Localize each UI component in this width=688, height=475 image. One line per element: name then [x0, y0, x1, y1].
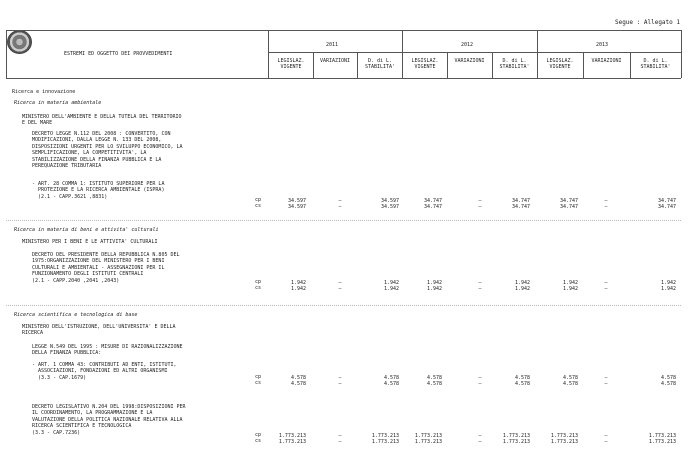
value-cell: 34.747: [423, 204, 442, 210]
section-subtitle: Ricerca in materia ambientale: [14, 100, 102, 106]
value-cell: 4.578: [660, 375, 676, 381]
value-cell: 4.578: [514, 375, 530, 381]
value-cell: 1.773.213: [550, 433, 578, 439]
col-dl-2013: D. di L. STABILITA': [640, 58, 671, 70]
col-divider: [583, 52, 584, 78]
value-cell: 1.942: [383, 280, 399, 286]
value-cell: 4.578: [562, 375, 578, 381]
value-cell: 4.578: [660, 381, 676, 387]
year-2011: 2011: [326, 42, 339, 48]
variazione-cell: –: [338, 286, 342, 292]
value-cell: 4.578: [290, 381, 306, 387]
variazione-cell: –: [478, 375, 482, 381]
cp-label: cp: [255, 279, 262, 285]
variazione-cell: –: [604, 375, 608, 381]
col-legislaz-2011: LEGISLAZ. VIGENTE: [277, 58, 305, 70]
value-cell: 4.578: [562, 381, 578, 387]
value-cell: 1.773.213: [550, 439, 578, 445]
value-cell: 4.578: [290, 375, 306, 381]
variazione-cell: –: [478, 204, 482, 210]
ministry-beni-culturali: MINISTERO PER I BENI E LE ATTIVITA' CULTURALI: [22, 239, 158, 245]
col-dl-2011: D. di L. STABILITA': [364, 58, 396, 70]
value-cell: 1.773.213: [502, 433, 530, 439]
col-legislaz-2012: LEGISLAZ. VIGENTE: [411, 58, 439, 70]
variazione-cell: –: [338, 280, 342, 286]
value-cell: 1.942: [562, 280, 578, 286]
value-cell: 1.942: [514, 286, 530, 292]
value-cell: 4.578: [426, 375, 442, 381]
value-cell: 1.773.213: [414, 439, 442, 445]
value-cell: 34.747: [511, 198, 530, 204]
law-549-1995: LEGGE N.549 DEL 1995 : MISURE DI RAZIONALIZZAZIONE DELLA FINANZA PUBBLICA:: [32, 344, 183, 357]
value-cell: 1.942: [426, 280, 442, 286]
variazione-cell: –: [478, 439, 482, 445]
value-cell: 4.578: [383, 375, 399, 381]
variazione-cell: –: [478, 433, 482, 439]
variazione-cell: –: [338, 439, 342, 445]
value-cell: 34.597: [287, 198, 306, 204]
value-cell: 34.747: [657, 204, 676, 210]
year-2013: 2013: [596, 42, 609, 48]
col-divider: [313, 52, 314, 78]
value-cell: 1.942: [562, 286, 578, 292]
value-cell: 1.773.213: [414, 433, 442, 439]
value-cell: 1.773.213: [371, 433, 399, 439]
item-art-1-comma-43: - ART. 1 COMMA 43: CONTRIBUTI AD ENTI, ISTITUTI, ASSOCIAZIONI, FONDAZIONI ED ALTRI ORGANISMI (3.3 - CAP.1679): [32, 362, 177, 381]
variazione-cell: –: [338, 433, 342, 439]
cs-label: cs: [255, 438, 262, 444]
col-legislaz-2013: LEGISLAZ. VIGENTE: [546, 58, 574, 70]
decree-dpr-805-1975: DECRETO DEL PRESIDENTE DELLA REPUBBLICA N.805 DEL 1975:ORGANIZZAZIONE DEL MINISTERO PER I BENI CULTURALI E AMBIENTALI - ASSEGNAZIONI PER IL FUNZIONAMENTO DEGLI ISTITUTI CENTRALI (2.1 - CAPP.2040 ,2041 ,2043): [32, 252, 180, 284]
value-cell: 1.942: [426, 286, 442, 292]
variazione-cell: –: [604, 198, 608, 204]
value-cell: 1.773.213: [648, 433, 676, 439]
cp-label: cp: [255, 374, 262, 380]
col-dl-2012: D. di L. STABILITA': [499, 58, 530, 70]
section-separator: [6, 305, 681, 306]
variazione-cell: –: [338, 198, 342, 204]
value-cell: 34.597: [380, 204, 399, 210]
variazione-cell: –: [338, 381, 342, 387]
variazione-cell: –: [604, 381, 608, 387]
col-divider: [268, 30, 269, 78]
emblem-seal-icon: [7, 30, 32, 54]
variazione-cell: –: [604, 286, 608, 292]
section-subtitle: Ricerca scientifica e tecnologica di base: [14, 312, 138, 318]
value-cell: 34.747: [559, 204, 578, 210]
cs-label: cs: [255, 203, 262, 209]
decree-204-1998: DECRETO LEGISLATIVO N.204 DEL 1998:DISPOSIZIONI PER IL COORDINAMENTO, LA PROGRAMMAZIONE E LA VALUTAZIONE DELLA POLITICA NAZIONALE RELATIVA ALLA RICERCA SCIENTIFICA E TECNOLOGICA (3.3 - CAP.7236): [32, 404, 186, 436]
value-cell: 1.773.213: [502, 439, 530, 445]
value-cell: 34.597: [380, 198, 399, 204]
value-cell: 1.942: [290, 286, 306, 292]
section-subtitle: Ricerca in materia di beni e attivita' culturali: [14, 227, 159, 233]
ministry-istruzione: MINISTERO DELL'ISTRUZIONE, DELL'UNIVERSITA' E DELLA RICERCA: [22, 324, 176, 337]
ministry-ambiente: MINISTERO DELL'AMBIENTE E DELLA TUTELA DEL TERRITORIO E DEL MARE: [22, 114, 182, 127]
value-cell: 4.578: [514, 381, 530, 387]
variazione-cell: –: [478, 381, 482, 387]
col-divider: [537, 30, 538, 78]
section-title: Ricerca e innovazione: [12, 89, 76, 95]
value-cell: 1.773.213: [278, 439, 306, 445]
table-left-border: [6, 30, 7, 78]
variazione-cell: –: [478, 198, 482, 204]
allegato-note: Segue : Allegato 1: [614, 19, 680, 26]
year-2012: 2012: [461, 42, 474, 48]
decree-112-2008: DECRETO LEGGE N.112 DEL 2008 : CONVERTITO, CON MODIFICAZIONI, DALLA LEGGE N. 133 DEL 2008, DISPOSIZIONI URGENTI PER LO SVILUPPO ECONOMICO, LA SEMPLIFICAZIONE, LA COMPETITIVITA', LA STABILIZZAZIONE DELLA FINANZA PUBBLICA E LA PEREQUAZIONE TRIBUTARIA: [32, 131, 183, 170]
item-art-28: - ART. 28 COMMA 1: ISTITUTO SUPERIORE PER LA PROTEZIONE E LA RICERCA AMBIENTALE (ISPRA) (2.1 - CAPP.3621 ,8831): [32, 181, 165, 200]
value-cell: 34.747: [423, 198, 442, 204]
variazione-cell: –: [338, 204, 342, 210]
value-cell: 1.773.213: [278, 433, 306, 439]
header-title: ESTREMI ED OGGETTO DEI PROVVEDIMENTI: [64, 51, 173, 57]
variazione-cell: –: [478, 286, 482, 292]
value-cell: 1.942: [383, 286, 399, 292]
section-separator: [6, 220, 681, 221]
col-variazioni-2011: VARIAZIONI: [319, 58, 351, 64]
variazione-cell: –: [604, 204, 608, 210]
header-bottom-border: [6, 78, 681, 79]
value-cell: 1.942: [660, 286, 676, 292]
table-right-border: [681, 30, 682, 78]
variazione-cell: –: [604, 433, 608, 439]
col-divider: [447, 52, 448, 78]
cp-label: cp: [255, 197, 262, 203]
value-cell: 34.747: [657, 198, 676, 204]
value-cell: 4.578: [426, 381, 442, 387]
value-cell: 1.773.213: [371, 439, 399, 445]
value-cell: 34.747: [559, 198, 578, 204]
value-cell: 4.578: [383, 381, 399, 387]
cs-label: cs: [255, 285, 262, 291]
table-top-border: [6, 30, 681, 31]
variazione-cell: –: [604, 280, 608, 286]
col-variazioni-2013: VARIAZIONI: [591, 58, 622, 64]
year-divider: [268, 52, 681, 53]
col-divider: [402, 30, 403, 78]
col-divider: [357, 52, 358, 78]
value-cell: 34.597: [287, 204, 306, 210]
value-cell: 1.773.213: [648, 439, 676, 445]
cp-label: cp: [255, 432, 262, 438]
variazione-cell: –: [604, 439, 608, 445]
value-cell: 1.942: [514, 280, 530, 286]
variazione-cell: –: [478, 280, 482, 286]
col-variazioni-2012: VARIAZIONI: [454, 58, 485, 64]
value-cell: 34.747: [511, 204, 530, 210]
cs-label: cs: [255, 380, 262, 386]
variazione-cell: –: [338, 375, 342, 381]
value-cell: 1.942: [660, 280, 676, 286]
value-cell: 1.942: [290, 280, 306, 286]
